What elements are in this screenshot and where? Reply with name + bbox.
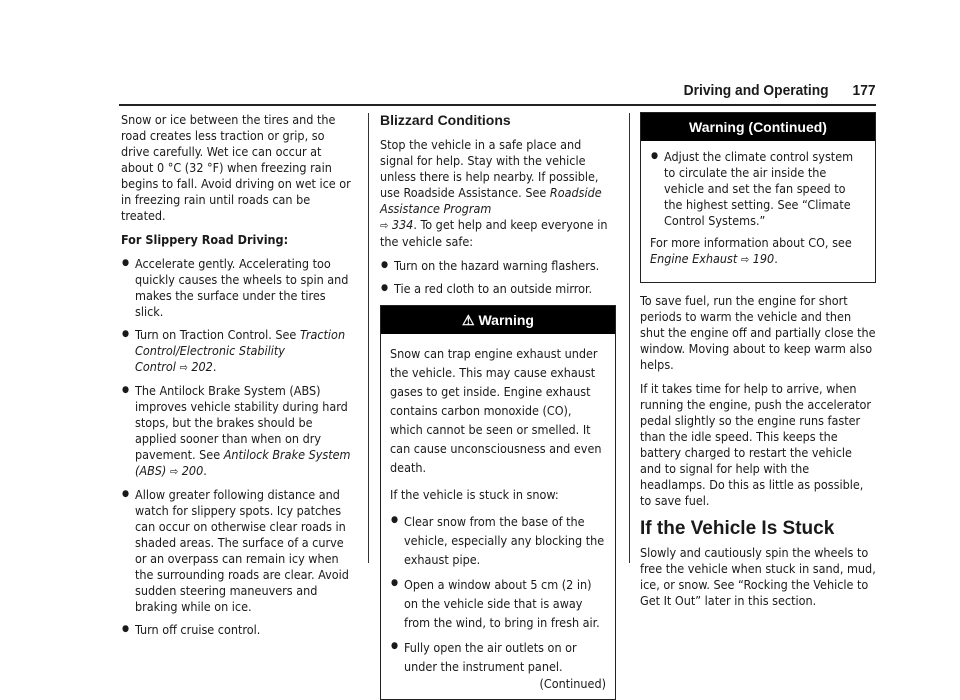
page-ref-icon: ⇨ [740,253,750,266]
roadside-assistance-link[interactable]: Roadside Assistance Program [380,185,602,216]
page-ref-icon: ⇨ [380,219,389,232]
list-item: ● Adjust the climate control system to circulate the air inside the vehicle and set the fan speed to the highest setting. See “Climate Control Systems.” [650,149,866,229]
warning-body [641,141,875,282]
warning-list [650,149,866,229]
column-divider [629,113,630,563]
fuel-paragraph: To save fuel, run the engine for short periods to warm the vehicle and then shut the engine off and partially close the window. Moving about to keep warm also helps. [640,293,876,372]
list-item: ● Accelerate gently. Accelerating too quickly causes the wheels to spin and makes the surface under the tires slick. [121,256,353,320]
warning-icon: ⚠ [462,312,475,328]
traction-control-link[interactable]: Traction Control/Electronic Stability Control [135,327,346,374]
page-ref-number[interactable]: 190 [752,251,775,266]
warning-paragraph: Snow can trap engine exhaust under the vehicle. This may cause exhaust gases to get inside. Engine exhaust contains carbon monoxide (CO), which cannot be seen or smelled. It can cause unconsciousness and even death. [390,346,602,475]
page-ref-icon: ⇨ [179,361,188,374]
slippery-road-subheading: For Slippery Road Driving: [121,232,289,247]
warning-list [390,512,606,676]
list-item: ● The Antilock Brake System (ABS) improves vehicle stability during hard stops, but the brakes should be applied sooner than when on dry pavement. See Antilock Brake System (ABS) ⇨ 200. [121,383,353,480]
column-3 [640,112,876,617]
warning-header: ⚠ Warning [381,306,615,334]
stuck-paragraph: Slowly and cautiously spin the wheels to free the vehicle when stuck in sand, mud, ice, or snow. See “Rocking the Vehicle to Get It Out” later in this section. [640,545,876,608]
list-item: ● Fully open the air outlets on or under the instrument panel. [390,638,606,676]
list-item: ● Turn on Traction Control. See Traction Control/Electronic Stability Control ⇨ 202. [121,327,353,376]
page-ref-icon: ⇨ [169,465,179,478]
column-1 [121,112,353,645]
page-ref-number[interactable]: 202 [191,359,213,374]
warning-header: Warning (Continued) [641,113,875,141]
warning-box-continued [640,112,876,283]
section-title: Driving and Operating [684,82,830,99]
list-item: ● Turn off cruise control. [121,622,353,638]
page-number: 177 [852,82,876,99]
continued-label: (Continued) [539,676,606,691]
list-item: ● Open a window about 5 cm (2 in) on the vehicle side that is away from the wind, to bring in fresh air. [390,575,606,632]
blizzard-paragraph: Stop the vehicle in a safe place and signal for help. Stay with the vehicle unless there is help nearby. If possible, use Roadside Assistance. See Roadside Assistance Program ⇨ 334. To get help and keep everyone in the vehicle safe: [380,137,608,249]
warning-body [381,334,615,699]
stuck-heading: If the Vehicle Is Stuck [640,518,835,539]
engine-exhaust-link[interactable]: Engine Exhaust [650,251,738,266]
page-header [684,82,876,99]
warning-box [380,305,616,700]
intro-paragraph: Snow or ice between the tires and the road creates less traction or grip, so drive carefully. Wet ice can occur at about 0 °C (32 °F) when freezing rain begins to fall. Avoid driving on wet ice or in freezing rain until roads can be treated. [121,112,351,223]
list-item: ● Tie a red cloth to an outside mirror. [380,281,616,297]
page-ref-number[interactable]: 200 [181,463,204,478]
blizzard-heading: Blizzard Conditions [380,112,511,128]
column-2 [380,112,616,700]
warning-paragraph: For more information about CO, see Engine Exhaust ⇨ 190. [650,235,852,266]
abs-link[interactable]: Antilock Brake System (ABS) [135,447,351,478]
list-item: ● Turn on the hazard warning flashers. [380,258,616,274]
list-item: ● Allow greater following distance and watch for slippery spots. Icy patches can occur on otherwise clear roads in shaded areas. The surface of a curve or an overpass can remain icy when the surrounding roads are clear. Avoid sudden steering maneuvers and braking while on ice. [121,487,353,615]
slippery-road-list [121,256,353,638]
blizzard-list [380,258,616,297]
page-ref-number[interactable]: 334 [391,217,414,232]
header-rule [119,104,876,106]
column-divider [368,113,369,563]
list-item: ● Clear snow from the base of the vehicle, especially any blocking the exhaust pipe. [390,512,606,569]
help-paragraph: If it takes time for help to arrive, when running the engine, push the accelerator pedal slightly so the engine runs faster than the idle speed. This keeps the battery charged to restart the vehicle and to signal for help with the headlamps. Do this as little as possible, to save fuel. [640,381,872,508]
warning-paragraph: If the vehicle is stuck in snow: [390,487,559,502]
